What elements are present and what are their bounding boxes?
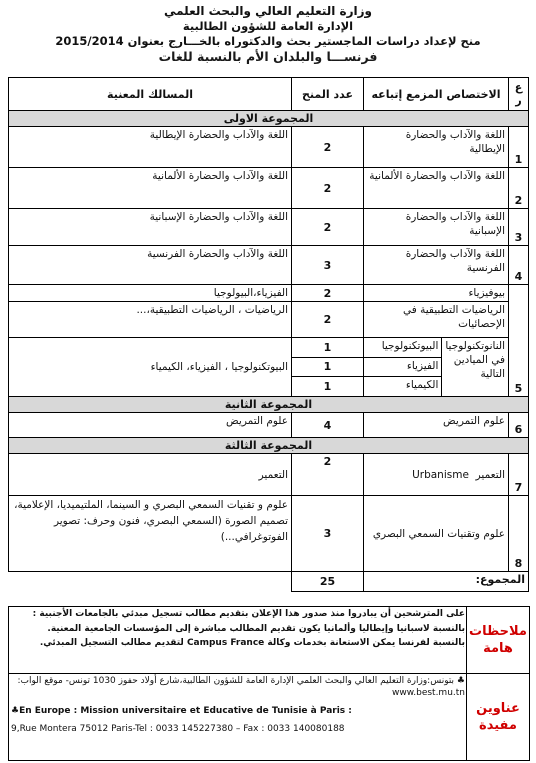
nano-spec: النانوتكنولوجيا في الميادين التالية <box>442 338 508 396</box>
notes-line1: على المترشحين أن يبادروا منذ صدور هذا الإعلان بتقديم مطالب تسجيل مبدئي بالجامعات الأجنبية : <box>32 609 465 619</box>
document-subtitle: فرنســـا والبلدان الأم بالنسبة للغات <box>158 49 378 64</box>
group-row <box>9 397 529 413</box>
notes-line3: بالنسبة لفرنسا يمكن الاستعانة بخدمات وكالة Campus France لتقديم مطالب التسجيل المبدئي. <box>39 638 465 648</box>
row-count: 2 <box>292 127 364 168</box>
total-label: المجموع: <box>364 572 529 592</box>
row-spec: علوم وتقنيات السمعي البصري <box>364 496 509 572</box>
notes-label: ملاحظات هامة <box>466 607 529 673</box>
group1-label: المجموعة الاولى <box>9 111 529 127</box>
row-num: 2 <box>509 168 529 209</box>
nano-count-subtable <box>292 338 363 396</box>
row-tracks: اللغة والآداب والحضارة الألمانية <box>9 168 292 209</box>
table-row <box>9 338 529 397</box>
nano-cell <box>364 338 509 397</box>
spec-ar: التعمير <box>475 468 505 481</box>
address-europe-line: 9,Rue Montera 75012 Paris-Tel : 0033 145227380 – Fax : 0033 140080188 <box>11 724 345 734</box>
title-text: منح لإعداد دراسات الماجستير بحث والدكتوراه بالخـــارج بعنوان <box>127 34 481 48</box>
title-year: 2015/2014 <box>55 34 124 48</box>
row-tracks: البيوتكنولوجيا ، الفيزياء، الكيمياء <box>9 338 292 397</box>
row-count: 2 <box>292 302 364 338</box>
row-spec: اللغة والآداب والحضارة الإسبانية <box>364 209 509 246</box>
row-num: 7 <box>509 454 529 496</box>
total-value: 25 <box>292 572 364 592</box>
table-row <box>9 413 529 438</box>
table-row <box>9 209 529 246</box>
row-num: 3 <box>509 209 529 246</box>
spec-fr: Urbanisme <box>412 468 469 481</box>
total-empty <box>9 572 292 592</box>
address-europe-title: ♣En Europe : Mission universitaire et Educative de Tunisie à Paris : <box>11 706 352 716</box>
row-count: 3 <box>292 496 364 572</box>
nano-subtable <box>364 338 508 396</box>
nano-sub-item: البيوتكنولوجيا <box>364 338 442 357</box>
row-tracks: اللغة والآداب والحضارة الإسبانية <box>9 209 292 246</box>
nano-sub-item: الكيمياء <box>364 377 442 396</box>
row-tracks: علوم و تقنيات السمعي البصري و السينما، الملتيميديا، الإعلامية، تصميم الصورة (السمعي البصري، فنون وحرف: تصوير الفوتوغرافي...) <box>9 496 292 572</box>
table-row <box>9 168 529 209</box>
table-row <box>9 454 529 496</box>
nano-count-cell <box>292 338 364 397</box>
addresses-box <box>8 673 530 761</box>
notes-body <box>11 609 465 650</box>
row-num: 4 <box>509 246 529 285</box>
group2-label: المجموعة الثانية <box>9 397 529 413</box>
addresses-body <box>11 676 465 735</box>
table-row <box>9 285 529 302</box>
table-row <box>9 496 529 572</box>
directorate-title: الإدارة العامة للشؤون الطالبية <box>182 19 354 33</box>
row-tracks: الفيزياء،البيولوجيا <box>9 285 292 302</box>
notes-line2: بالنسبة لاسبانيا وإيطاليا وألمانيا يكون تقديم المطالب مباشرة إلى المؤسسات الجامعية المعنية. <box>47 623 465 634</box>
address-tunis: ♣ بتونس:وزارة التعليم العالي والبحث العلمي الإدارة العامة للشؤون الطالبية،شارع أولاد حفوز 1030 تونس- موقع الواب: www.best.mu.tn <box>17 676 465 698</box>
table-row <box>9 302 529 338</box>
row-count: 2 <box>292 168 364 209</box>
row-tracks: اللغة والآداب والحضارة الفرنسية <box>9 246 292 285</box>
group3-label: المجموعة الثالثة <box>9 438 529 454</box>
row-count: 2 <box>292 285 364 302</box>
document-title <box>0 34 536 48</box>
nano-sub-count: 1 <box>292 338 363 357</box>
col-count-header: عدد المنح <box>292 78 364 111</box>
row-num: 8 <box>509 496 529 572</box>
group-row <box>9 438 529 454</box>
row-count: 2 <box>292 209 364 246</box>
col-spec-header: الاختصاص المزمع إتباعه <box>364 78 509 111</box>
notes-box <box>8 606 530 674</box>
row-spec: بيوفيزياء <box>364 285 509 302</box>
row-tracks: التعمير <box>9 454 292 496</box>
addresses-label: عناوين مفيدة <box>466 674 529 760</box>
row-tracks: علوم التمريض <box>9 413 292 438</box>
row-count: 2 <box>292 454 364 496</box>
ministry-title: وزارة التعليم العالي والبحث العلمي <box>163 4 373 18</box>
nano-sub-count: 1 <box>292 377 363 396</box>
total-row <box>9 572 529 592</box>
row-num: 6 <box>509 413 529 438</box>
col-tracks-header: المسالك المعنية <box>9 78 292 111</box>
col-num-header: ع ر <box>509 78 529 111</box>
row-spec: الرياضيات التطبيقية في الإحصائيات <box>364 302 509 338</box>
row-tracks: اللغة والآداب والحضارة الإيطالية <box>9 127 292 168</box>
row-count: 4 <box>292 413 364 438</box>
table-header-row <box>9 78 529 111</box>
row-tracks: الرياضيات ، الرياضيات التطبيقية،... <box>9 302 292 338</box>
nano-sub-count: 1 <box>292 357 363 377</box>
row-spec: علوم التمريض <box>364 413 509 438</box>
row-count: 3 <box>292 246 364 285</box>
table-row <box>9 246 529 285</box>
scholarships-table <box>8 77 529 592</box>
row-spec: اللغة والآداب والحضارة الإيطالية <box>364 127 509 168</box>
row-spec <box>364 454 509 496</box>
table-row <box>9 127 529 168</box>
row-spec: اللغة والآداب والحضارة الألمانية <box>364 168 509 209</box>
row-num: 1 <box>509 127 529 168</box>
nano-sub-item: الفيزياء <box>364 357 442 377</box>
group-row <box>9 111 529 127</box>
row-spec: اللغة والآداب والحضارة الفرنسية <box>364 246 509 285</box>
row-num: 5 <box>509 285 529 397</box>
